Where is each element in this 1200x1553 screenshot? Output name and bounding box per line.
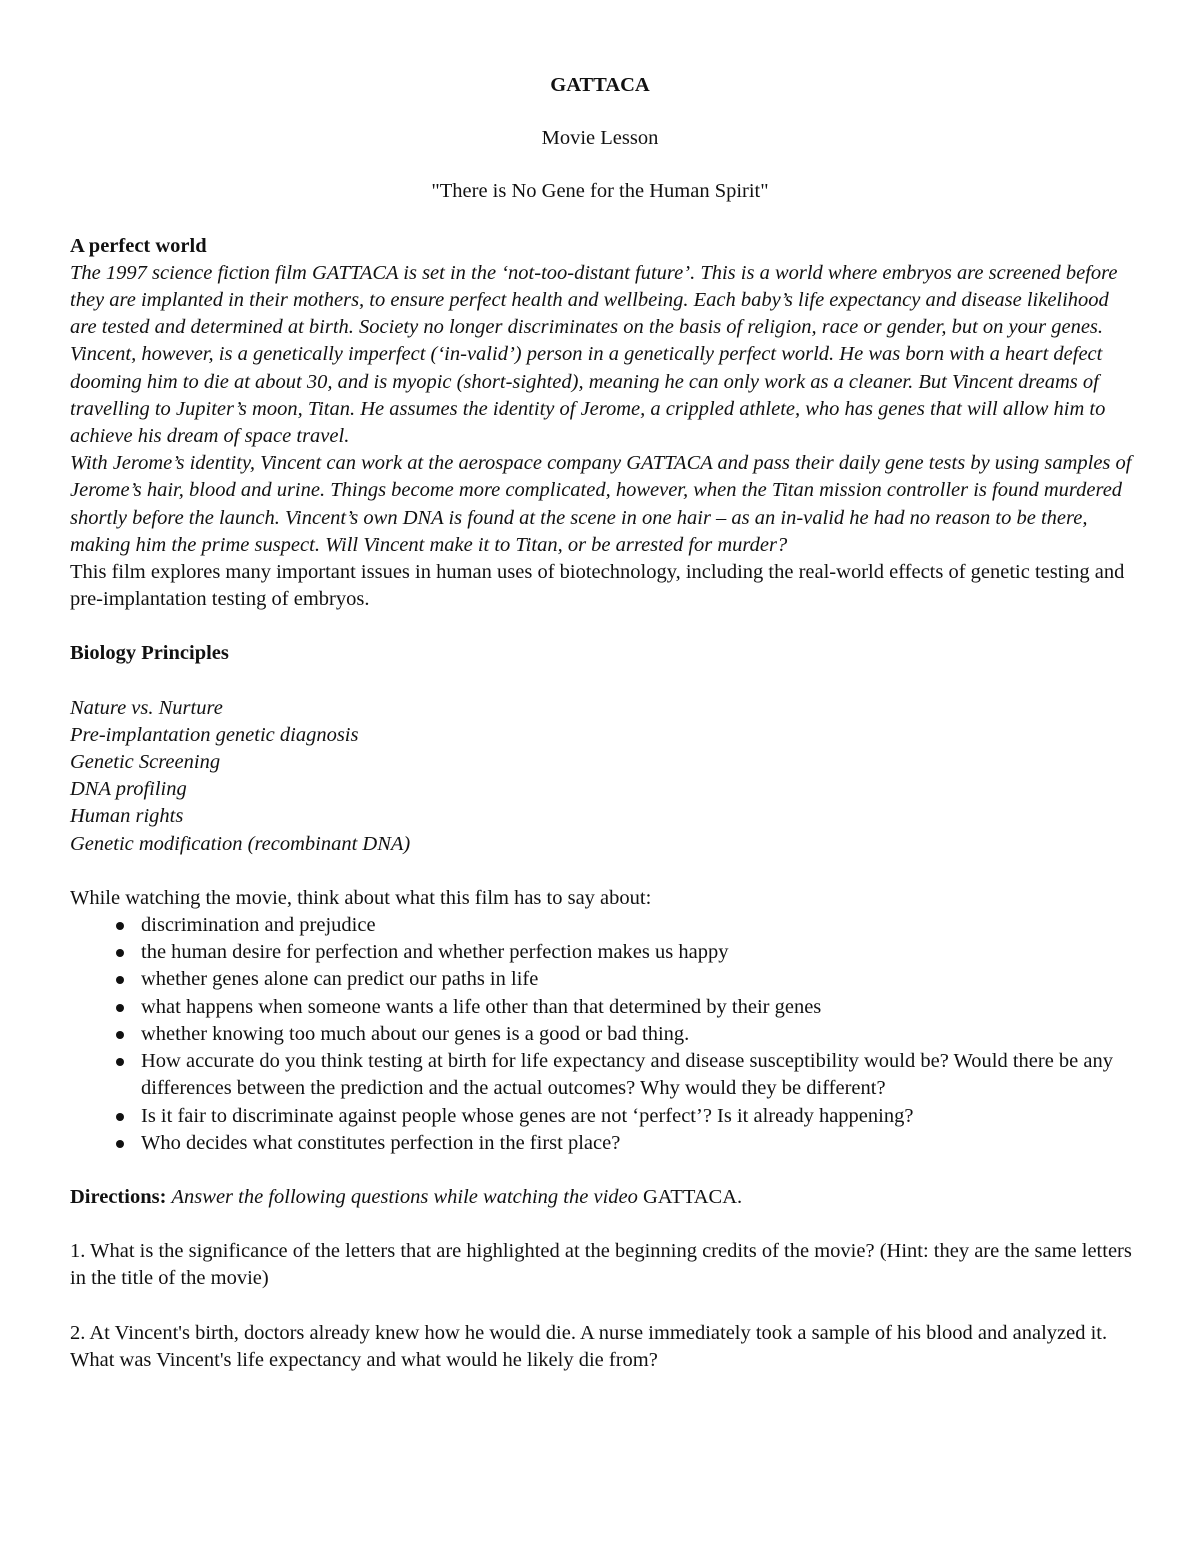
bullet-icon (116, 949, 124, 957)
list-item: Genetic modification (recombinant DNA) (70, 832, 411, 855)
question-2: 2. At Vincent's birth, doctors already knew how he would die. A nurse immediately took a sample of his blood and analyzed it. What was Vincent's life expectancy and what would he likely die from? (70, 1321, 1108, 1371)
list-item: Nature vs. Nurture (70, 696, 223, 719)
document-title: GATTACA (550, 74, 650, 96)
list-item: Genetic Screening (70, 751, 221, 774)
list-item: Pre-implantation genetic diagnosis (70, 723, 359, 746)
list-item: DNA profiling (70, 778, 187, 801)
bullet-text: the human desire for perfection and whether perfection makes us happy (141, 941, 729, 964)
directions-text: Answer the following questions while watching the video (171, 1185, 638, 1208)
watching-intro: While watching the movie, think about what this film has to say about: (70, 886, 652, 909)
section-heading-perfect-world: A perfect world (70, 234, 207, 257)
document-page (70, 72, 1135, 1374)
bullet-item (70, 966, 1135, 993)
bullet-item (70, 912, 1135, 939)
bullet-text: Who decides what constitutes perfection in the first place? (141, 1131, 621, 1154)
bullet-item (70, 994, 1135, 1021)
list-item: Human rights (70, 805, 184, 828)
biology-principles-list (70, 695, 1135, 858)
bullet-icon (116, 1113, 124, 1121)
question-1: 1. What is the significance of the letters that are highlighted at the beginning credits of the movie? (Hint: they are the same letters in the title of the movie) (70, 1240, 1132, 1290)
bullet-item (70, 1103, 1135, 1130)
bullet-text: what happens when someone wants a life other than that determined by their genes (141, 995, 822, 1018)
summary-paragraph: This film explores many important issues in human uses of biotechnology, including the real-world effects of genetic testing and pre-implantation testing of embryos. (70, 561, 1125, 611)
bullet-text: whether knowing too much about our genes is a good or bad thing. (141, 1022, 690, 1045)
bullet-text: discrimination and prejudice (141, 914, 376, 937)
discussion-bullet-list (70, 912, 1135, 1157)
bullet-icon (116, 976, 124, 984)
document-tagline: "There is No Gene for the Human Spirit" (431, 180, 769, 203)
bullet-text: Is it fair to discriminate against people whose genes are not ‘perfect’? Is it already happening? (141, 1104, 914, 1127)
bullet-text: How accurate do you think testing at birth for life expectancy and disease susceptibility would be? Would there be any differences between the prediction and the actual outcomes? Why would they be different? (141, 1050, 1113, 1100)
bullet-text: whether genes alone can predict our paths in life (141, 968, 539, 991)
document-subtitle: Movie Lesson (541, 127, 659, 150)
bullet-item (70, 1048, 1135, 1102)
bullet-icon (116, 922, 124, 930)
bullet-icon (116, 1004, 124, 1012)
bullet-icon (116, 1058, 124, 1066)
section-heading-biology-principles: Biology Principles (70, 642, 229, 665)
directions-film-title: GATTACA. (643, 1185, 743, 1208)
synopsis-paragraph-2: With Jerome’s identity, Vincent can work at the aerospace company GATTACA and pass their daily gene tests by using samples of Jerome’s hair, blood and urine. Things become more complicated, however, when the Titan mission controller is found murdered shortly before the launch. Vincent’s own DNA is found at the scene in one hair – as an in-valid he had no reason to be there, making him the prime suspect. Will Vincent make it to Titan, or be arrested for murder? (70, 452, 1132, 556)
synopsis-paragraph-1: The 1997 science fiction film GATTACA is set in the ‘not-too-distant future’. This is a world where embryos are screened before they are implanted in their mothers, to ensure perfect health and wellbeing. Each baby’s life expectancy and disease likelihood are tested and determined at birth. Society no longer discriminates on the basis of religion, race or gender, but on your genes. Vincent, however, is a genetically imperfect (‘in-valid’) person in a genetically perfect world. He was born with a heart defect dooming him to die at about 30, and is myopic (short-sighted), meaning he can only work as a cleaner. But Vincent dreams of travelling to Jupiter’s moon, Titan. He assumes the identity of Jerome, a crippled athlete, who has genes that will allow him to achieve his dream of space travel. (70, 261, 1118, 448)
bullet-icon (116, 1140, 124, 1148)
bullet-item (70, 939, 1135, 966)
directions-label: Directions: (70, 1185, 167, 1208)
directions-line (70, 1184, 1135, 1211)
bullet-item (70, 1021, 1135, 1048)
bullet-item (70, 1130, 1135, 1157)
bullet-icon (116, 1031, 124, 1039)
